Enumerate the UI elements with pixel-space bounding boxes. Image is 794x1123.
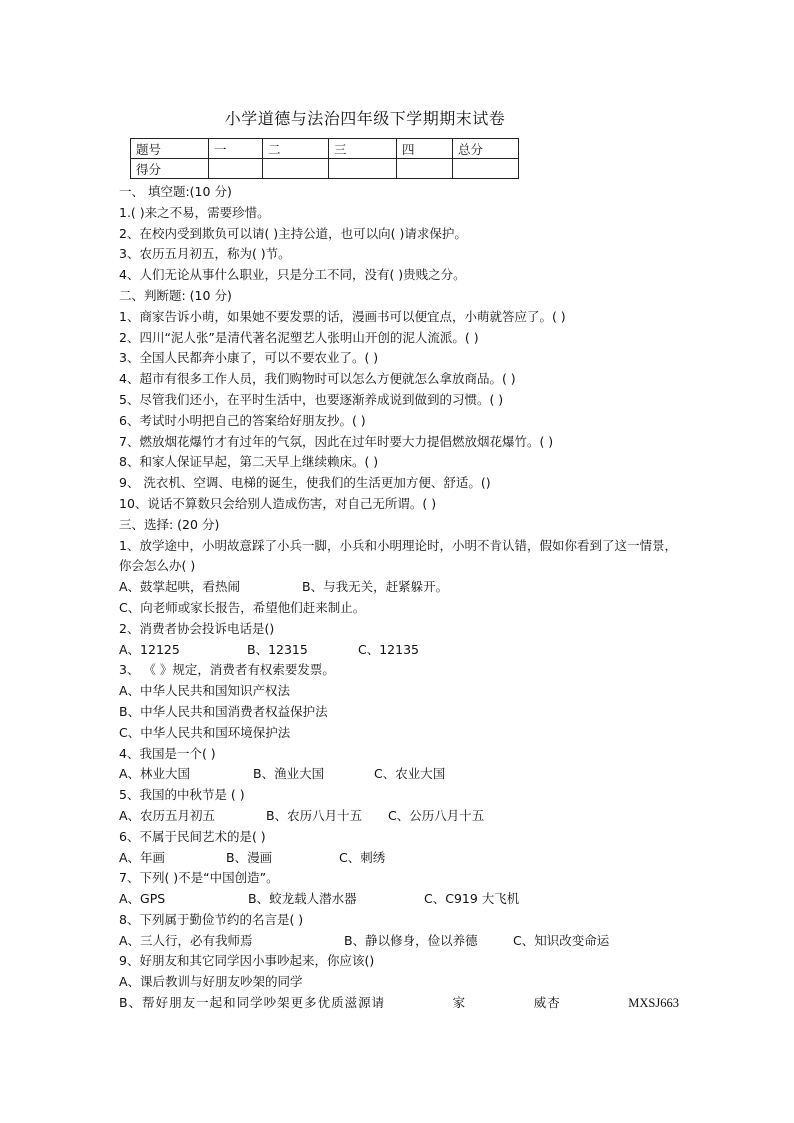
choice-option: B、静以修身，俭以养德 <box>344 932 478 948</box>
choice-option: A、GPS <box>119 891 166 907</box>
fill-blank-question: 3、农历五月初五，称为( )节。 <box>119 246 291 262</box>
choice-question-stem: 3、 《 》规定，消费者有权索要发票。 <box>119 662 335 678</box>
judgment-question: 10、说话不算数只会给别人造成伤害，对自己无所谓。( ) <box>119 495 437 511</box>
choice-option-watermarked <box>119 993 679 1014</box>
choice-question-stem: 1、放学途中，小明故意踩了小兵一脚，小兵和小明理论时，小明不肯认错，假如你看到了这一情景， 你会怎么办( ) <box>119 537 677 574</box>
choice-option: B、12315 <box>247 641 308 657</box>
choice-question-stem: 9、好朋友和其它同学因小事吵起来，你应该() <box>119 953 375 969</box>
choice-options <box>119 931 679 952</box>
judgment-question: 5、尽管我们还小，在平时生活中，也要逐渐养成说到做到的习惯。( ) <box>119 391 504 407</box>
score-table-score-row <box>131 159 519 179</box>
judgment-question: 2、四川“泥人张”是清代著名泥塑艺人张明山开创的泥人流派。( ) <box>119 329 479 345</box>
judgment-question: 1、商家告诉小萌，如果她不要发票的话，漫画书可以便宜点，小萌就答应了。( ) <box>119 308 566 324</box>
choice-option: A、年画 <box>119 849 166 865</box>
choice-option: B、蛟龙载人潜水器 <box>248 891 357 907</box>
score-blank-cell <box>329 159 397 179</box>
choice-question-stem: 7、下列( )不是“中国创造”。 <box>119 870 279 886</box>
choice-options <box>119 889 679 910</box>
choice-option-text: B、帮好朋友一起和同学吵架更多优质滋源请 <box>119 995 386 1011</box>
judgment-question: 6、考试时小明把自己的答案给好朋友抄。( ) <box>119 412 366 428</box>
choice-option: A、三人行，必有我师焉 <box>119 932 253 948</box>
choice-option: C、C919 大飞机 <box>424 891 520 907</box>
score-blank-cell <box>209 159 263 179</box>
choice-question-stem: 2、消费者协会投诉电话是() <box>119 620 275 636</box>
fill-blank-question: 2、在校内受到欺负可以请( )主持公道，也可以向( )请求保护。 <box>119 225 467 241</box>
watermark-text: 家 <box>452 995 467 1011</box>
fill-blank-question: 1.( )来之不易，需要珍惜。 <box>119 204 270 220</box>
choice-options <box>119 806 679 827</box>
choice-option: C、12135 <box>358 641 419 657</box>
choice-question-stem: 4、我国是一个( ) <box>119 745 216 761</box>
judgment-question: 4、超市有很多工作人员，我们购物时可以怎么方便就怎么拿放商品。( ) <box>119 371 516 387</box>
choice-options <box>119 764 679 785</box>
choice-option: C、农业大国 <box>374 766 446 782</box>
judgment-question: 9、 洗衣机、空调、电梯的诞生，使我们的生活更加方便、舒适。() <box>119 475 491 491</box>
choice-option: C、中华人民共和国环境保护法 <box>119 724 291 740</box>
section-heading: 二、判断题: (10 分) <box>119 287 232 303</box>
fill-blank-question: 4、人们无论从事什么职业，只是分工不同，没有( )贵贱之分。 <box>119 267 466 283</box>
choice-option: A、林业大国 <box>119 766 191 782</box>
choice-option: B、中华人民共和国消费者权益保护法 <box>119 703 328 719</box>
score-table <box>130 138 519 179</box>
choice-option: B、渔业大国 <box>253 766 325 782</box>
choice-option: C、公历八月十五 <box>388 807 485 823</box>
choice-option: C、知识改变命运 <box>513 932 610 948</box>
score-blank-cell <box>397 159 453 179</box>
choice-question-stem: 6、不属于民间艺术的是( ) <box>119 828 266 844</box>
choice-option: A、中华人民共和国知识产权法 <box>119 683 291 699</box>
choice-options <box>119 848 679 869</box>
judgment-question: 7、燃放烟花爆竹才有过年的气氛，因此在过年时要大力提倡燃放烟花爆竹。( ) <box>119 433 554 449</box>
score-blank-cell <box>453 159 519 179</box>
choice-question-stem: 5、我国的中秋节是 ( ) <box>119 787 245 803</box>
section-heading: 一、 填空题:(10 分) <box>119 184 232 199</box>
choice-option: A、鼓掌起哄，看热闹 <box>119 579 241 595</box>
score-header-cell: 二 <box>263 139 329 159</box>
choice-option: B、与我无关，赶紧躲开。 <box>302 579 449 595</box>
choice-option: A、农历五月初五 <box>119 807 216 823</box>
score-blank-cell <box>263 159 329 179</box>
watermark-text: 威杏 <box>533 995 561 1011</box>
choice-options <box>119 640 679 661</box>
score-row-label: 得分 <box>131 159 209 179</box>
choice-question-stem: 8、下列属于勤俭节约的名言是( ) <box>119 911 304 927</box>
score-header-cell: 题号 <box>131 139 209 159</box>
choice-options <box>119 577 679 598</box>
exam-content <box>119 182 679 1014</box>
judgment-question: 8、和家人保证早起，第二天早上继续赖床。( ) <box>119 454 379 470</box>
choice-option: C、刺绣 <box>339 849 386 865</box>
watermark-code: MXSJ663 <box>628 996 679 1011</box>
choice-option: C、向老师或家长报告，希望他们赶来制止。 <box>119 599 366 615</box>
score-header-cell: 三 <box>329 139 397 159</box>
judgment-question: 3、全国人民都奔小康了，可以不要农业了。( ) <box>119 350 379 366</box>
score-table-header-row <box>131 139 519 159</box>
score-header-cell: 四 <box>397 139 453 159</box>
choice-option: A、课后教训与好朋友吵架的同学 <box>119 974 303 990</box>
score-header-cell: 总分 <box>453 139 519 159</box>
section-heading: 三、选择: (20 分) <box>119 516 220 532</box>
exam-title: 小学道德与法治四年级下学期期末试卷 <box>224 109 506 128</box>
choice-option: B、漫画 <box>226 849 273 865</box>
choice-option: A、12125 <box>119 641 180 657</box>
score-header-cell: 一 <box>209 139 263 159</box>
choice-option: B、农历八月十五 <box>266 807 363 823</box>
